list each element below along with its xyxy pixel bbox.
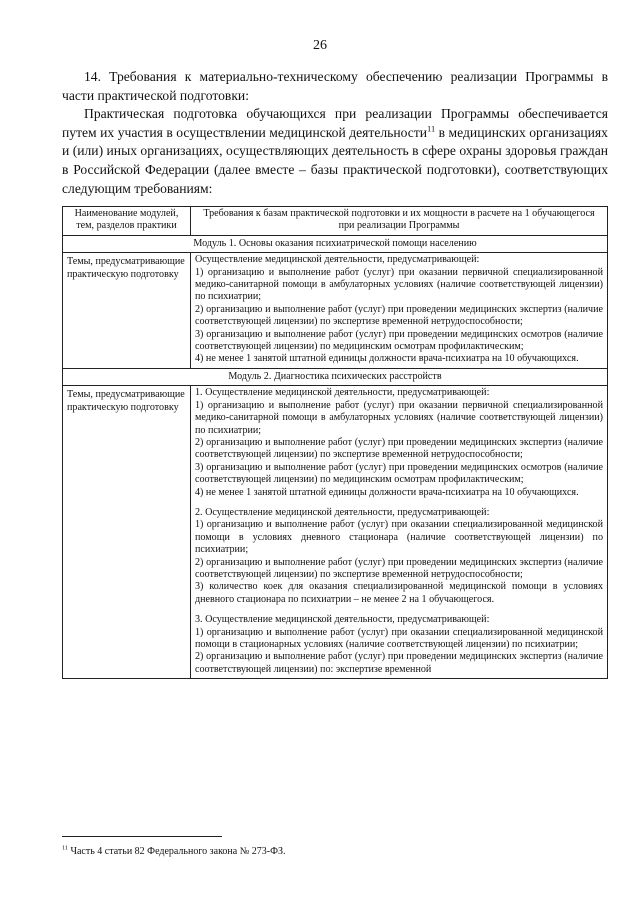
module-2-block-1 xyxy=(195,387,603,499)
block-heading: 1. Осуществление медицинской деятельности, предусматривающей: xyxy=(195,387,490,399)
header-modules-column: Наименование модулей, тем, разделов практики xyxy=(63,207,191,236)
module-2-row xyxy=(63,368,608,385)
intro-text xyxy=(62,68,608,198)
intro-paragraph-2 xyxy=(62,105,608,198)
list-item: 4) не менее 1 занятой штатной единицы должности врача-психиатра на 10 обучающихся. xyxy=(195,486,579,498)
module-2-requirements xyxy=(191,386,608,679)
page-number: 26 xyxy=(313,38,327,53)
list-item: 1) организацию и выполнение работ (услуг) при оказании первичной специализированной медико-санитарной помощи в амбулаторных условиях (наличие соответствующей лицензии) по психиатрии; xyxy=(195,266,603,303)
intro-paragraph-2-text: Практическая подготовка обучающихся при реализации Программы обеспечивается путем их участия в осуществлении медицинской деятельности xyxy=(62,106,608,140)
footnote-divider xyxy=(62,836,222,837)
block-heading: 2. Осуществление медицинской деятельности, предусматривающей: xyxy=(195,506,490,518)
intro-paragraph-1: 14. Требования к материально-техническому обеспечению реализации Программы в части практической подготовки: xyxy=(62,69,608,103)
header-requirements-column: Требования к базам практической подготовки и их мощности в расчете на 1 обучающегося при реализации Программы xyxy=(191,207,608,236)
block-heading: 3. Осуществление медицинской деятельности, предусматривающей: xyxy=(195,614,490,626)
table-header-row xyxy=(63,207,608,236)
list-item: 2) организацию и выполнение работ (услуг) при проведении медицинских экспертиз (наличие соответствующей лицензии) по экспертизе временной нетрудоспособности; xyxy=(195,303,603,328)
module-1-topic: Темы, предусматривающие практическую подготовку xyxy=(63,253,191,369)
module-1-title: Модуль 1. Основы оказания психиатрической помощи населению xyxy=(63,235,608,252)
list-item: 4) не менее 1 занятой штатной единицы должности врача-психиатра на 10 обучающихся. xyxy=(195,353,579,365)
module-1-requirements xyxy=(191,253,608,369)
module-2-content-row xyxy=(63,386,608,679)
list-item: 2) организацию и выполнение работ (услуг) при проведении медицинских экспертиз (наличие соответствующей лицензии) по: экспертизе временной xyxy=(195,651,603,675)
footnote-reference[interactable]: 11 xyxy=(427,123,436,134)
module-1-content-row xyxy=(63,253,608,369)
list-item: 2) организацию и выполнение работ (услуг) при проведении медицинских экспертиз (наличие соответствующей лицензии) по экспертизе временной нетрудоспособности; xyxy=(195,556,603,580)
module-2-block-3 xyxy=(195,614,603,676)
footnote-text: Часть 4 статьи 82 Федерального закона № 273-ФЗ. xyxy=(67,846,286,857)
intro-paragraph-2-continuation: в медицинских организациях и (или) иных организациях, осуществляющих деятельность в сфере охраны здоровья граждан в Российской Федерации (далее вместе – базы практической подготовки), соответствующих следующим требованиям: xyxy=(62,124,608,196)
list-item: 1) организацию и выполнение работ (услуг) при оказании специализированной медицинской помощи в условиях дневного стационара (наличие соответствующей лицензии) по психиатрии; xyxy=(195,519,603,556)
list-item: 1) организацию и выполнение работ (услуг) при оказании первичной специализированной медико-санитарной помощи в амбулаторных условиях (наличие соответствующей лицензии) по психиатрии; xyxy=(195,399,603,436)
module-2-topic: Темы, предусматривающие практическую подготовку xyxy=(63,386,191,679)
module-1-row xyxy=(63,235,608,252)
list-item: 3) организацию и выполнение работ (услуг) при проведении медицинских осмотров (наличие соответствующей лицензии) по медицинским осмотрам профилактическим; xyxy=(195,328,603,353)
list-item: 2) организацию и выполнение работ (услуг) при проведении медицинских экспертиз (наличие соответствующей лицензии) по экспертизе временной нетрудоспособности; xyxy=(195,436,603,461)
list-item: 3) количество коек для оказания специализированной медицинской помощи в условиях дневного стационара по психиатрии – не менее 2 на 1 обучающегося. xyxy=(195,581,603,605)
footnote-marker: 11 xyxy=(62,844,68,852)
module-2-block-2 xyxy=(195,507,603,606)
module-2-title: Модуль 2. Диагностика психических расстройств xyxy=(63,368,608,385)
footnote xyxy=(62,846,286,857)
list-item: 1) организацию и выполнение работ (услуг) при оказании специализированной медицинской помощи в стационарных условиях (наличие соответствующей лицензии) по психиатрии; xyxy=(195,626,603,650)
requirements-table xyxy=(62,206,608,679)
module-1-heading: Осуществление медицинской деятельности, предусматривающей: xyxy=(195,254,480,266)
list-item: 3) организацию и выполнение работ (услуг) при проведении медицинских осмотров (наличие соответствующей лицензии) по медицинским осмотрам профилактическим; xyxy=(195,461,603,486)
